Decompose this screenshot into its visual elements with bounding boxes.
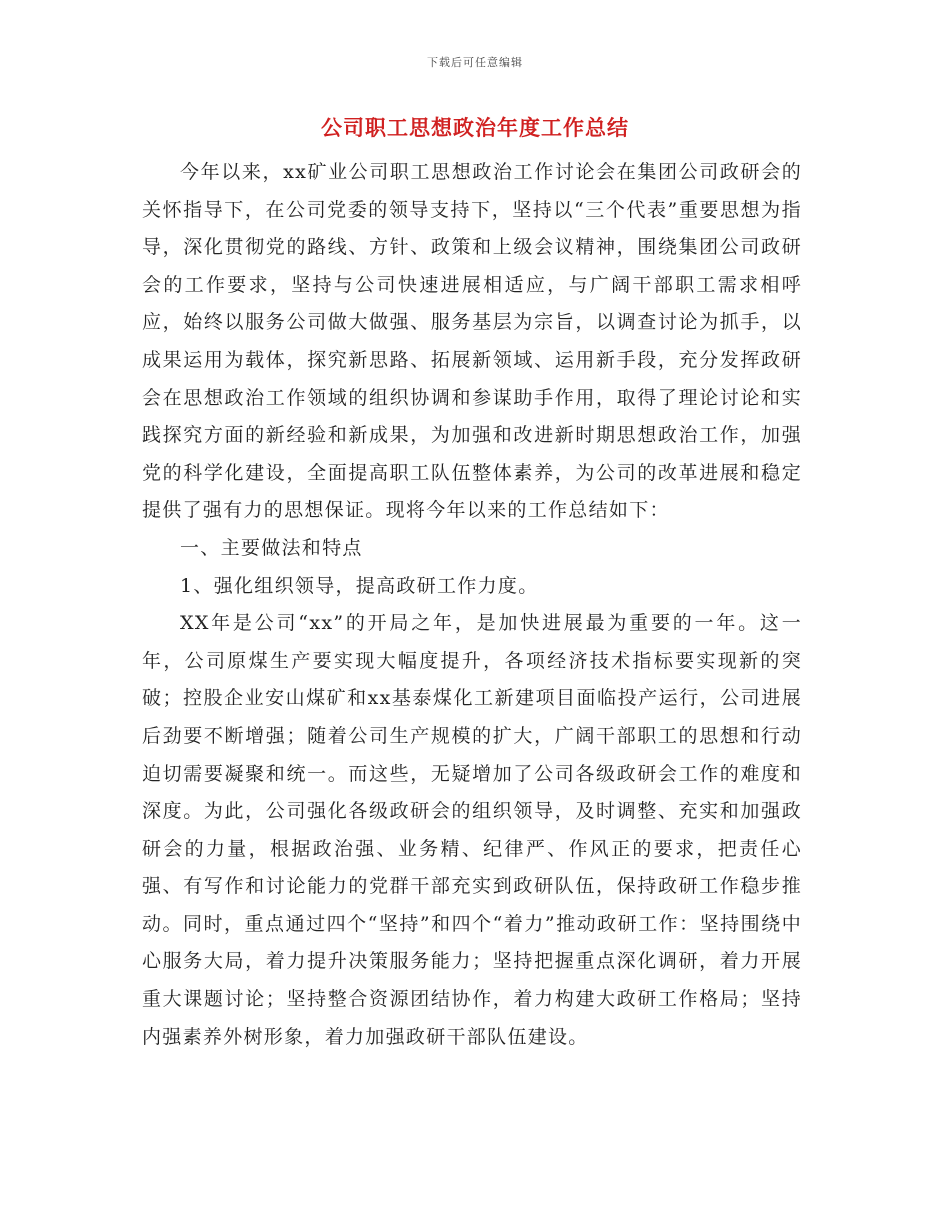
subsection-heading: 1、强化组织领导，提高政研工作力度。 [180,574,539,597]
paragraph-intro: 今年以来，xx矿业公司职工思想政治工作讨论会在集团公司政研会的关怀指导下，在公司党委的领导支持下，坚持以“三个代表”重要思想为指导，深化贯彻党的路线、方针、政策和上级会议精神，围绕集团公司政研会的工作要求，坚持与公司快速进展相适应，与广阔干部职工需求相呼应，始终以服务公司做大做强、服务基层为宗旨，以调查讨论为抓手，以成果运用为载体，探究新思路、拓展新领域、运用新手段，充分发挥政研会在思想政治工作领域的组织协调和参谋助手作用，取得了理论讨论和实践探究方面的新经验和新成果，为加强和改进新时期思想政治工作，加强党的科学化建设，全面提高职工队伍整体素养，为公司的改革进展和稳定提供了强有力的思想保证。现将今年以来的工作总结如下： [142,161,802,522]
page-header-note: 下载后可任意编辑 [427,56,523,69]
paragraph-body: XX年是公司“xx”的开局之年，是加快进展最为重要的一年。这一年，公司原煤生产要实现大幅度提升，各项经济技术指标要实现新的突破；控股企业安山煤矿和xx基泰煤化工新建项目面临投产运行，公司进展后劲要不断增强；随着公司生产规模的扩大，广阔干部职工的思想和行动迫切需要凝聚和统一。而这些，无疑增加了公司各级政研会工作的难度和深度。为此，公司强化各级政研会的组织领导，及时调整、充实和加强政研会的力量，根据政治强、业务精、纪律严、作风正的要求，把责任心强、有写作和讨论能力的党群干部充实到政研队伍，保持政研工作稳步推动。同时，重点通过四个“坚持”和四个“着力”推动政研工作：坚持围绕中心服务大局，着力提升决策服务能力；坚持把握重点深化调研，着力开展重大课题讨论；坚持整合资源团结协作，着力构建大政研工作格局；坚持内强素养外树形象，着力加强政研干部队伍建设。 [142,612,802,1048]
document-body [142,154,802,1056]
document-title: 公司职工思想政治年度工作总结 [321,115,629,140]
section-heading: 一、主要做法和特点 [180,536,363,559]
